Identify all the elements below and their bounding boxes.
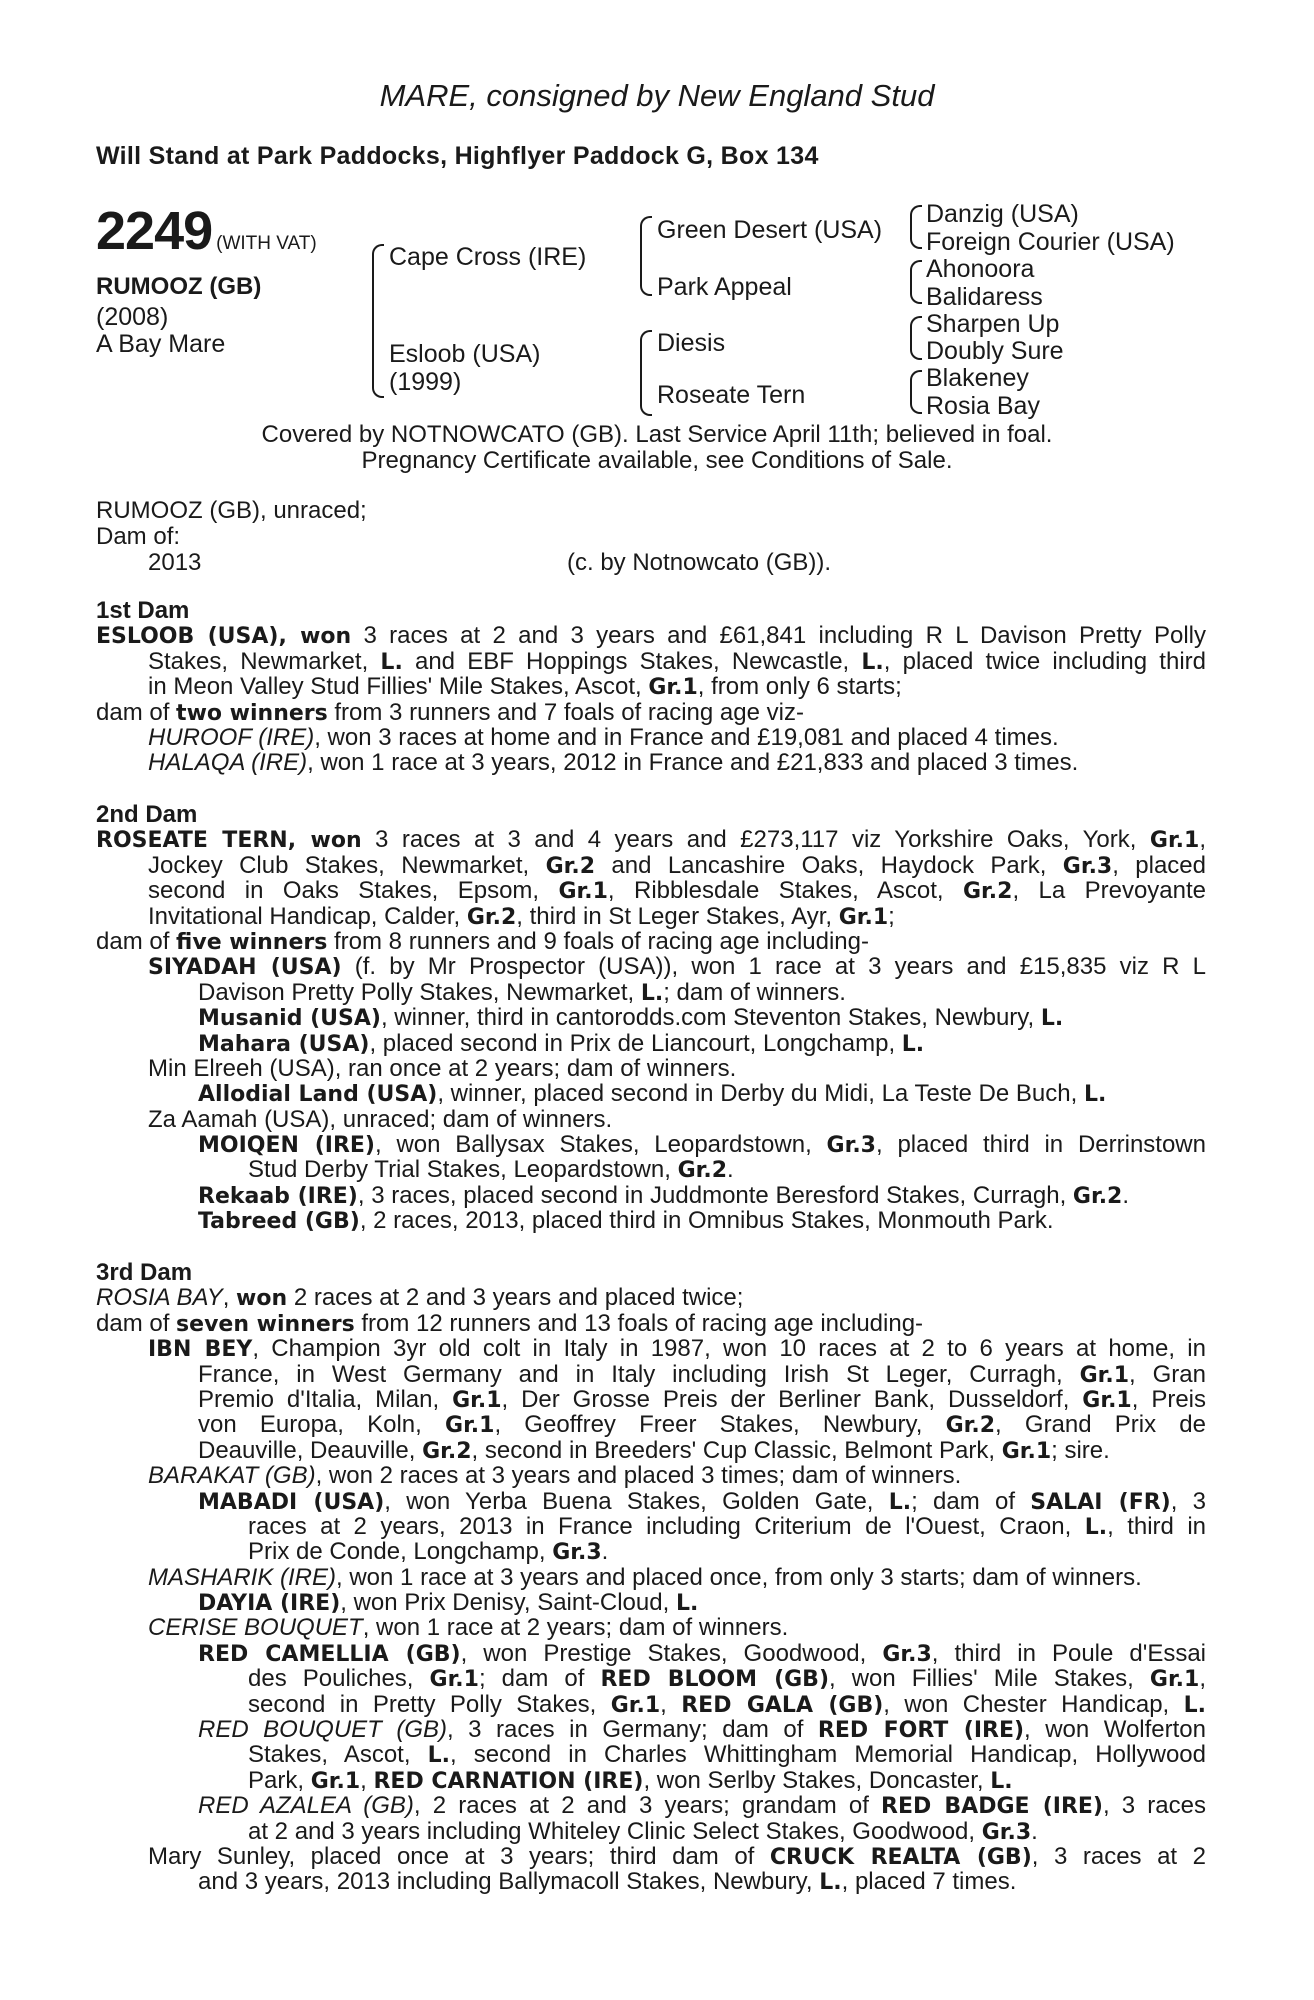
- horse-name-bold: DAYIA (IRE): [198, 1591, 341, 1617]
- grade-bold: Gr.3: [826, 1133, 876, 1159]
- grade-bold: Gr.1: [648, 675, 698, 701]
- horse-name-bold: MOIQEN (IRE): [198, 1133, 375, 1159]
- text: and 3 years, 2013 including Ballymacoll Stakes, Newbury,: [198, 1868, 820, 1896]
- text: second in Pretty Polly Stakes,: [248, 1690, 611, 1718]
- text: Jockey Club Stakes, Newmarket,: [148, 851, 546, 879]
- horse-name-bold: Mahara (USA): [198, 1031, 370, 1057]
- grade-bold: L.: [1084, 1514, 1108, 1540]
- third-dam-line: [96, 1768, 1206, 1793]
- pedigree-brace-sire: [640, 216, 652, 296]
- pedigree-dam-dam: Roseate Tern: [657, 381, 806, 409]
- third-dam-line: [96, 1590, 1206, 1615]
- pedigree-brace-main: [372, 244, 384, 398]
- third-dam-line: [96, 1514, 1206, 1539]
- second-dam-line: [96, 853, 1206, 878]
- text: Stakes, Ascot,: [248, 1741, 428, 1769]
- text: , 3 races, placed second in Juddmonte Beresford Stakes, Curragh,: [357, 1181, 1073, 1209]
- text: , won Wolferton: [1024, 1716, 1206, 1744]
- grade-bold: L.: [888, 1489, 912, 1515]
- grade-bold: Gr.2: [963, 879, 1013, 905]
- third-dam-line: [96, 1742, 1206, 1767]
- produce-year: 2013: [148, 549, 202, 576]
- second-dam-line: [96, 1132, 1206, 1157]
- pedigree-brace-g4: [910, 370, 922, 414]
- text: Stakes, Newmarket,: [148, 647, 381, 675]
- text: , won Prix Denisy, Saint-Cloud,: [340, 1589, 676, 1617]
- pedigree-sire: Cape Cross (IRE): [389, 243, 587, 271]
- horse-name-italic: RED AZALEA (GB): [198, 1792, 414, 1820]
- horse-name-italic: HALAQA (IRE): [148, 749, 308, 777]
- lot-number-value: 2249: [96, 201, 213, 261]
- pedigree-sire-sire: Green Desert (USA): [657, 216, 883, 244]
- second-dam-line: [96, 1005, 1206, 1030]
- text: Prix de Conde, Longchamp,: [248, 1538, 553, 1566]
- consignor-line: MARE, consigned by New England Stud: [379, 78, 935, 113]
- text: , third in: [1107, 1512, 1206, 1540]
- third-dam-line: [96, 1438, 1206, 1463]
- vat-note: (WITH VAT): [216, 233, 317, 254]
- third-dam-line: [96, 1692, 1206, 1717]
- text: races at 2 years, 2013 in France including Criterium de l'Ouest, Craon,: [248, 1512, 1085, 1540]
- first-dam-heading: 1st Dam: [96, 597, 190, 624]
- second-dam-line: [96, 1183, 1206, 1208]
- lot-number: [96, 201, 317, 271]
- stand-location: Will Stand at Park Paddocks, Highflyer Paddock G, Box 134: [96, 142, 819, 170]
- grade-bold: Gr.1: [1082, 1387, 1132, 1413]
- horse-name-bold: RED FORT (IRE): [817, 1718, 1025, 1744]
- text: ,: [222, 1284, 237, 1312]
- text: Davison Pretty Polly Stakes, Newmarket,: [198, 978, 641, 1006]
- text: , won 1 race at 2 years; dam of winners.: [362, 1614, 789, 1642]
- pedigree-brace-g3: [910, 316, 922, 360]
- text: , won Prestige Stakes, Goodwood,: [460, 1639, 883, 1667]
- won-bold: , won: [278, 624, 352, 650]
- text: , 3 races at 2: [1031, 1842, 1206, 1870]
- third-dam-line: [96, 1336, 1206, 1361]
- horse-name-italic: HUROOF (IRE): [148, 723, 315, 751]
- third-dam-line: [96, 1489, 1206, 1514]
- text: , placed 7 times.: [841, 1868, 1017, 1896]
- second-dam-line: [96, 929, 1206, 954]
- grade-bold: L.: [675, 1591, 699, 1617]
- second-dam-line: [96, 1031, 1206, 1056]
- grade-bold: L.: [1040, 1006, 1064, 1032]
- grade-bold: Gr.1: [610, 1692, 661, 1718]
- grade-bold: Gr.1: [429, 1667, 479, 1693]
- text: .: [1031, 1817, 1038, 1845]
- text: .: [727, 1156, 734, 1184]
- grade-bold: Gr.3: [882, 1641, 932, 1667]
- grade-bold: Gr.1: [838, 904, 889, 930]
- pedigree-g8: Rosia Bay: [926, 392, 1040, 420]
- pedigree-g6: Doubly Sure: [926, 337, 1064, 365]
- text: Mary Sunley, placed once at 3 years; third dam of: [148, 1842, 770, 1870]
- text: , Der Grosse Preis der Berliner Bank, Dusseldorf,: [501, 1385, 1083, 1413]
- grade-bold: Gr.1: [310, 1768, 361, 1794]
- second-dam-line: [96, 1081, 1206, 1106]
- text: ; dam of winners.: [663, 978, 846, 1006]
- horse-name-bold: RED CARNATION (IRE): [373, 1768, 644, 1794]
- horse-name-bold: ROSEATE TERN: [96, 828, 288, 854]
- pedigree-dam-year: (1999): [389, 368, 462, 396]
- text: dam of: [96, 1309, 177, 1337]
- text: , 2 races, 2013, placed third in Omnibus Stakes, Monmouth Park.: [359, 1207, 1054, 1235]
- horse-description: A Bay Mare: [96, 330, 226, 358]
- text: , won 2 races at 3 years and placed 3 times; dam of winners.: [315, 1462, 962, 1490]
- grade-bold: L.: [640, 980, 664, 1006]
- grade-bold: Gr.1: [452, 1387, 502, 1413]
- text: , winner, third in cantorodds.com Steventon Stakes, Newbury,: [380, 1004, 1041, 1032]
- pedigree-dam-sire: Diesis: [657, 329, 726, 357]
- text: , 2 races at 2 and 3 years; grandam of: [413, 1792, 882, 1820]
- grade-bold: Gr.1: [1001, 1438, 1052, 1464]
- third-dam-line: [96, 1666, 1206, 1691]
- text: von Europa, Koln,: [198, 1411, 446, 1439]
- text: ,: [660, 1690, 682, 1718]
- third-dam-line: [96, 1387, 1206, 1412]
- text: , won Fillies' Mile Stakes,: [829, 1665, 1150, 1693]
- pedigree-dam: Esloob (USA): [389, 340, 541, 368]
- grade-bold: Gr.2: [1072, 1183, 1123, 1209]
- grade-bold: L.: [427, 1743, 450, 1769]
- horse-name: RUMOOZ (GB): [96, 273, 262, 300]
- text: , Gran: [1129, 1360, 1206, 1388]
- third-dam-line: [96, 1463, 1206, 1488]
- text: in Meon Valley Stud Fillies' Mile Stakes, Ascot,: [148, 673, 649, 701]
- second-dam-line: [96, 980, 1206, 1005]
- horse-name-bold: Musanid (USA): [198, 1006, 381, 1032]
- text: , third in Poule d'Essai: [931, 1639, 1207, 1667]
- pedigree-sire-dam: Park Appeal: [657, 273, 792, 301]
- won-bold: , won: [287, 828, 362, 854]
- text: ; dam of: [478, 1665, 601, 1693]
- grade-bold: L.: [990, 1768, 1013, 1794]
- winners-bold: two winners: [176, 700, 328, 726]
- produce-intro: RUMOOZ (GB), unraced;: [96, 497, 367, 524]
- text: (f. by Mr Prospector (USA)), won 1 race at 3 years and £15,835 viz R L: [341, 953, 1206, 981]
- pedigree-brace-dam: [640, 330, 652, 416]
- text: 2 races at 2 and 3 years and placed twice;: [287, 1284, 744, 1312]
- second-dam-line: [96, 1157, 1206, 1182]
- grade-bold: Gr.3: [552, 1540, 602, 1566]
- second-dam-line: [96, 954, 1206, 979]
- pedigree-brace-g1: [910, 205, 922, 249]
- text: , La Prevoyante: [1012, 877, 1207, 905]
- text: from 12 runners and 13 foals of racing age including-: [354, 1309, 924, 1337]
- text: Deauville, Deauville,: [198, 1436, 423, 1464]
- grade-bold: L.: [861, 649, 884, 675]
- text: ,: [1199, 1665, 1207, 1693]
- second-dam-line: Min Elreeh (USA), ran once at 2 years; dam of winners.: [148, 1054, 737, 1082]
- horse-name-bold: RED BADGE (IRE): [881, 1794, 1103, 1820]
- text: Invitational Handicap, Calder,: [148, 902, 467, 930]
- text: dam of: [96, 698, 177, 726]
- first-dam-line: [96, 623, 1206, 648]
- horse-name-bold: RED GALA (GB): [681, 1692, 884, 1718]
- text: dam of: [96, 927, 177, 955]
- second-dam-line: Za Aamah (USA), unraced; dam of winners.: [148, 1105, 613, 1133]
- third-dam-line: [96, 1311, 1206, 1336]
- text: , won Serlby Stakes, Doncaster,: [643, 1766, 991, 1794]
- third-dam-line: [96, 1362, 1206, 1387]
- text: 3 races at 3 and 4 years and £273,117 viz Yorkshire Oaks, York,: [361, 826, 1150, 854]
- first-dam-line: [96, 674, 1206, 699]
- text: ,: [360, 1766, 374, 1794]
- third-dam-line: [96, 1717, 1206, 1742]
- third-dam-line: [96, 1641, 1206, 1666]
- first-dam-line: [96, 649, 1206, 674]
- text: 3 races at 2 and 3 years and £61,841 including R L Davison Pretty Polly: [351, 622, 1206, 650]
- grade-bold: L.: [1183, 1692, 1206, 1718]
- foaling-year: (2008): [96, 303, 169, 331]
- horse-name-italic: RED BOUQUET (GB): [198, 1716, 447, 1744]
- pregnancy-line: Pregnancy Certificate available, see Conditions of Sale.: [361, 447, 953, 474]
- first-dam-line: [96, 700, 1206, 725]
- pedigree-g7: Blakeney: [926, 364, 1029, 392]
- text: , 3 races in Germany; dam of: [447, 1716, 818, 1744]
- horse-name-bold: IBN BEY: [148, 1337, 253, 1363]
- grade-bold: Gr.2: [466, 904, 517, 930]
- text: , second in Breeders' Cup Classic, Belmont Park,: [471, 1436, 1002, 1464]
- text: from 8 runners and 9 foals of racing age including-: [327, 927, 869, 955]
- text: , Preis: [1131, 1385, 1206, 1413]
- produce-foal: (c. by Notnowcato (GB)).: [567, 549, 832, 576]
- text: , placed third in Derrinstown: [875, 1131, 1206, 1159]
- second-dam-heading: 2nd Dam: [96, 801, 198, 828]
- grade-bold: L.: [901, 1031, 925, 1057]
- grade-bold: Gr.2: [422, 1438, 472, 1464]
- text: , placed: [1112, 851, 1206, 879]
- horse-name-bold: CRUCK REALTA (GB): [769, 1844, 1032, 1870]
- second-dam-section: [96, 802, 1206, 1234]
- dam-of-label: Dam of:: [96, 523, 181, 550]
- horse-name-italic: BARAKAT (GB): [148, 1462, 316, 1490]
- grade-bold: Gr.3: [1062, 853, 1113, 879]
- third-dam-line: [96, 1565, 1206, 1590]
- third-dam-line: [96, 1539, 1206, 1564]
- text: , third in St Leger Stakes, Ayr,: [516, 902, 839, 930]
- winners-bold: five winners: [176, 929, 328, 955]
- grade-bold: Gr.2: [677, 1158, 727, 1184]
- horse-name-bold: SALAI (FR): [1030, 1489, 1171, 1515]
- pedigree-g2: Foreign Courier (USA): [926, 228, 1175, 256]
- text: , placed twice including third: [883, 647, 1206, 675]
- third-dam-line: [96, 1793, 1206, 1818]
- text: , 3 races: [1102, 1792, 1206, 1820]
- pedigree-brace-g2: [910, 260, 922, 304]
- third-dam-line: [96, 1869, 1206, 1894]
- text: , placed second in Prix de Liancourt, Longchamp,: [369, 1029, 902, 1057]
- text: ;: [888, 902, 895, 930]
- text: , won 1 race at 3 years, 2012 in France and £21,833 and placed 3 times.: [307, 749, 1079, 777]
- first-dam-line: [96, 725, 1206, 750]
- third-dam-line: [96, 1844, 1206, 1869]
- text: from 3 runners and 7 foals of racing age viz-: [327, 698, 804, 726]
- text: ; sire.: [1051, 1436, 1110, 1464]
- text: second in Oaks Stakes, Epsom,: [148, 877, 559, 905]
- grade-bold: Gr.2: [945, 1413, 996, 1439]
- grade-bold: Gr.2: [545, 853, 596, 879]
- text: Premio d'Italia, Milan,: [198, 1385, 453, 1413]
- grade-bold: Gr.1: [1149, 1667, 1200, 1693]
- text: , won 1 race at 3 years and placed once, from only 3 starts; dam of winners.: [336, 1563, 1142, 1591]
- grade-bold: L.: [380, 649, 403, 675]
- text: .: [1122, 1181, 1130, 1209]
- grade-bold: Gr.1: [445, 1413, 495, 1439]
- third-dam-section: [96, 1260, 1206, 1895]
- text: , 3: [1170, 1487, 1206, 1515]
- text: , from only 6 starts;: [697, 673, 902, 701]
- second-dam-line: [96, 1208, 1206, 1233]
- text: and EBF Hoppings Stakes, Newcastle,: [402, 647, 862, 675]
- grade-bold: Gr.3: [981, 1819, 1032, 1845]
- won-bold: won: [236, 1286, 288, 1312]
- text: , Geoffrey Freer Stakes, Newbury,: [494, 1411, 946, 1439]
- text: ,: [1199, 826, 1206, 854]
- horse-name-italic: CERISE BOUQUET: [148, 1614, 363, 1642]
- grade-bold: Gr.1: [1149, 828, 1200, 854]
- text: des Pouliches,: [248, 1665, 430, 1693]
- third-dam-line: [96, 1285, 1206, 1310]
- grade-bold: Gr.1: [1079, 1362, 1130, 1388]
- text: , Champion 3yr old colt in Italy in 1987, won 10 races at 2 to 6 years at home, in: [252, 1335, 1206, 1363]
- second-dam-line: [96, 878, 1206, 903]
- pedigree-g3: Ahonoora: [926, 255, 1035, 283]
- text: and Lancashire Oaks, Haydock Park,: [595, 851, 1063, 879]
- text: .: [601, 1538, 609, 1566]
- pedigree-g1: Danzig (USA): [926, 200, 1079, 228]
- horse-name-italic: MASHARIK (IRE): [148, 1563, 337, 1591]
- first-dam-line: [96, 750, 1206, 775]
- first-dam-section: [96, 598, 1206, 776]
- grade-bold: Gr.1: [558, 879, 608, 905]
- second-dam-line: [96, 827, 1206, 852]
- text: at 2 and 3 years including Whiteley Clinic Select Stakes, Goodwood,: [248, 1817, 982, 1845]
- horse-name-bold: MABADI (USA): [198, 1489, 385, 1515]
- horse-name-bold: Rekaab (IRE): [198, 1183, 358, 1209]
- text: Park,: [248, 1766, 311, 1794]
- grade-bold: L.: [1083, 1082, 1107, 1108]
- text: , Grand Prix de: [995, 1411, 1206, 1439]
- horse-name-bold: ESLOOB (USA): [96, 624, 279, 650]
- text: Stud Derby Trial Stakes, Leopardstown,: [248, 1156, 678, 1184]
- third-dam-line: [96, 1819, 1206, 1844]
- horse-name-bold: SIYADAH (USA): [148, 955, 342, 981]
- horse-name-bold: Tabreed (GB): [198, 1209, 360, 1235]
- text: , won Chester Handicap,: [883, 1690, 1184, 1718]
- covered-line: Covered by NOTNOWCATO (GB). Last Service April 11th; believed in foal.: [261, 421, 1053, 448]
- third-dam-line: [96, 1412, 1206, 1437]
- third-dam-heading: 3rd Dam: [96, 1259, 193, 1286]
- horse-name-italic: ROSIA BAY: [96, 1284, 223, 1312]
- horse-name-bold: RED CAMELLIA (GB): [198, 1641, 461, 1667]
- grade-bold: L.: [819, 1870, 842, 1896]
- text: France, in West Germany and in Italy including Irish St Leger, Curragh,: [198, 1360, 1080, 1388]
- second-dam-line: [96, 904, 1206, 929]
- text: , won Ballysax Stakes, Leopardstown,: [374, 1131, 827, 1159]
- text: , won Yerba Buena Stakes, Golden Gate,: [384, 1487, 889, 1515]
- text: , won 3 races at home and in France and £19,081 and placed 4 times.: [314, 723, 1059, 751]
- text: , second in Charles Whittingham Memorial Handicap, Hollywood: [450, 1741, 1206, 1769]
- text: , winner, placed second in Derby du Midi, La Teste De Buch,: [437, 1080, 1084, 1108]
- horse-name-bold: Allodial Land (USA): [198, 1082, 438, 1108]
- pedigree-g5: Sharpen Up: [926, 310, 1060, 338]
- pedigree-g4: Balidaress: [926, 283, 1043, 311]
- text: , Ribblesdale Stakes, Ascot,: [607, 877, 963, 905]
- text: ; dam of: [911, 1487, 1031, 1515]
- third-dam-line: [96, 1615, 1206, 1640]
- winners-bold: seven winners: [176, 1311, 355, 1337]
- horse-name-bold: RED BLOOM (GB): [600, 1667, 830, 1693]
